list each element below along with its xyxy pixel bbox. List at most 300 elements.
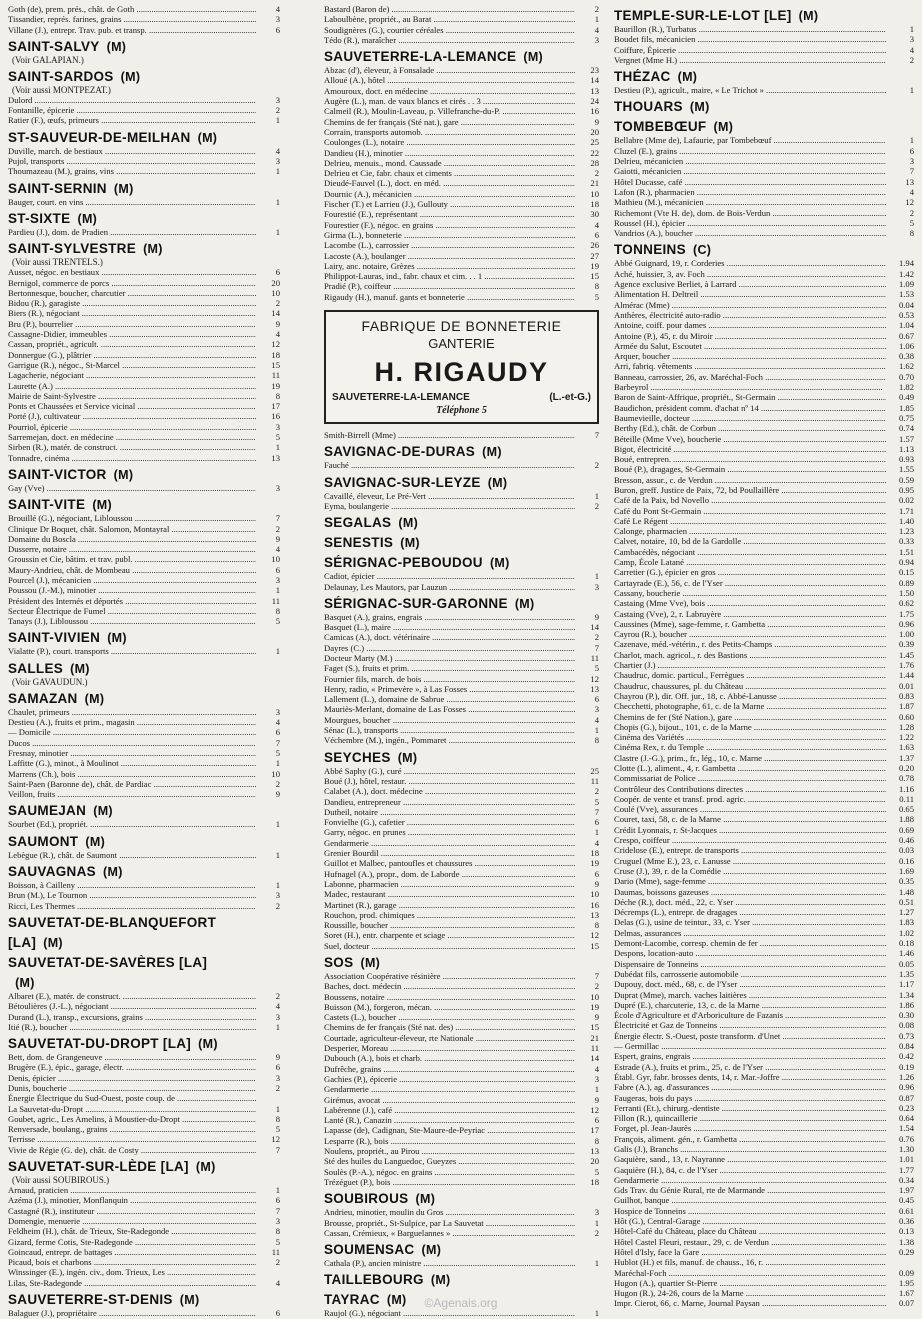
commune-heading xyxy=(8,864,280,880)
directory-entry xyxy=(614,547,914,557)
entry-name: Donnergue (G.), plâtrier ..... xyxy=(8,350,256,360)
entry-name: Feldheim (H.), chât. de Trieux, Ste-Radegonde ..... xyxy=(8,1226,256,1236)
directory-entry xyxy=(8,1185,280,1195)
phone-number: 2 xyxy=(275,1083,280,1093)
ad-line-ganterie: GANTERIE xyxy=(428,336,495,352)
commune-name: SAINT-SERNIN xyxy=(8,180,107,196)
directory-entry xyxy=(8,329,280,339)
directory-entry xyxy=(324,900,599,910)
entry-name: Almérac (Mme) ..... xyxy=(614,300,886,310)
phone-number: 0.45 xyxy=(898,1195,914,1206)
entry-name: Agence exclusive Berliet, à Larrard ..... xyxy=(614,279,886,289)
directory-entry xyxy=(614,609,914,619)
directory-entry xyxy=(324,1064,599,1074)
phone-number: 8 xyxy=(594,281,599,292)
phone-number: 5 xyxy=(594,291,599,302)
directory-entry xyxy=(8,422,280,432)
entry-name: Secteur Électrique de Fumel ..... xyxy=(8,606,256,616)
directory-entry xyxy=(8,267,280,277)
directory-entry xyxy=(614,969,914,979)
directory-entry xyxy=(614,990,914,1000)
phone-number xyxy=(256,1093,280,1103)
entry-name: Fresnay, minotier ..... xyxy=(8,748,256,758)
directory-entry xyxy=(614,814,914,824)
entry-name: Cayrou (R.), boucher ..... xyxy=(614,629,886,639)
directory-entry xyxy=(8,14,280,24)
directory-entry xyxy=(8,850,280,860)
commune-name: SAUVETAT-DE-SAVÈRES [LA] xyxy=(8,954,208,970)
entry-name: Café Le Régent ..... xyxy=(614,516,886,526)
directory-entry xyxy=(324,704,599,714)
phone-number: 4 xyxy=(594,219,599,230)
phone-number: 0.08 xyxy=(898,1020,914,1031)
commune-heading xyxy=(8,661,280,677)
entry-name: Coulé (Vve), assurances ..... xyxy=(614,804,886,814)
directory-entry xyxy=(614,1144,914,1154)
phone-number: 0.65 xyxy=(898,804,914,815)
entry-name: Chaudruc, domic. particul., Ferrègues ..... xyxy=(614,670,886,680)
ad-telephone: Téléphone 5 xyxy=(436,405,487,417)
directory-entry xyxy=(324,817,599,827)
directory-entry xyxy=(614,907,914,917)
entry-name: Cassan, propriét., agricult. ..... xyxy=(8,339,256,349)
entry-name: Durand (L.), transp., excursions, grains ..... xyxy=(8,1012,256,1022)
directory-entry xyxy=(8,707,280,717)
directory-entry xyxy=(614,1226,914,1236)
entry-name: Thoumazeau (M.), grains, vins ..... xyxy=(8,166,256,176)
directory-entry xyxy=(614,279,914,289)
directory-entry xyxy=(324,694,599,704)
phone-number: 8 xyxy=(275,605,280,616)
phone-number: 1 xyxy=(594,725,599,736)
phone-number: 1 xyxy=(275,849,280,860)
entry-name: Cathala (P.), ancien ministre ..... xyxy=(324,1258,575,1268)
phone-number: 10 xyxy=(590,889,599,900)
entry-name: Eyma, boulangerie ..... xyxy=(324,501,575,511)
directory-entry xyxy=(614,269,914,279)
directory-entry xyxy=(614,516,914,526)
phone-number: 8 xyxy=(594,735,599,746)
commune-heading xyxy=(8,241,280,257)
entry-name: — Germillac ..... xyxy=(614,1041,886,1051)
entry-name: Suel, docteur ..... xyxy=(324,941,575,951)
entry-name: Azéma (J.), minotier, Monflanquin ..... xyxy=(8,1195,256,1205)
phone-number: 0.03 xyxy=(898,845,914,856)
phone-number: 1.51 xyxy=(898,546,914,557)
directory-entry xyxy=(324,807,599,817)
directory-entry xyxy=(614,444,914,454)
phone-number: 0.95 xyxy=(898,484,914,495)
directory-entry xyxy=(614,794,914,804)
entry-name: Dandieu (H.), minotier ..... xyxy=(324,148,575,158)
phone-number: 4 xyxy=(275,544,280,555)
phone-number: 6 xyxy=(275,727,280,738)
commune-status-code: (M) xyxy=(523,50,544,65)
column-middle xyxy=(324,4,599,1319)
entry-name: Guilhot, banque ..... xyxy=(614,1195,886,1205)
directory-entry xyxy=(614,1216,914,1226)
entry-name: Fillon (R.), quincaillerie ..... xyxy=(614,1113,886,1123)
directory-entry xyxy=(614,536,914,546)
entry-name: Mourgues, boucher ..... xyxy=(324,715,575,725)
directory-entry xyxy=(614,742,914,752)
phone-number: 6 xyxy=(594,694,599,705)
directory-entry xyxy=(614,258,914,268)
directory-entry xyxy=(614,1154,914,1164)
commune-status-code: (M) xyxy=(386,1293,407,1308)
entry-name: Dusserre, notaire ..... xyxy=(8,544,256,554)
directory-entry xyxy=(614,1268,914,1278)
phone-number: 6 xyxy=(275,1308,280,1319)
phone-number: 0.87 xyxy=(898,1092,914,1103)
entry-name: Véchembre (M.), ingén., Pommaret ..... xyxy=(324,735,575,745)
entry-name: Déche (R.), doct. méd., 22, c. Yser ..... xyxy=(614,897,886,907)
directory-entry xyxy=(8,789,280,799)
commune-status-code: (M) xyxy=(197,130,218,145)
entry-name: Ricci, Les Thermes ..... xyxy=(8,901,256,911)
phone-number: 5 xyxy=(275,1124,280,1135)
commune-heading xyxy=(8,130,280,146)
directory-entry xyxy=(324,65,599,75)
phone-number: 1 xyxy=(594,827,599,838)
entry-name: Faget (S.), fruits et prim. ..... xyxy=(324,663,575,673)
entry-name: Cruse (J.), 39, r. de la Comédie ..... xyxy=(614,866,886,876)
entry-name: Laboulbène, propriét., au Barat ..... xyxy=(324,14,575,24)
phone-number: 19 xyxy=(590,858,599,869)
directory-entry xyxy=(614,1051,914,1061)
directory-entry xyxy=(614,413,914,423)
commune-heading xyxy=(614,8,914,24)
entry-name: Clinique Dr Boquet, chât. Salomon, Montayral ..... xyxy=(8,524,256,534)
phone-number: 2 xyxy=(275,1257,280,1268)
entry-name: Cassany, boucherie ..... xyxy=(614,588,886,598)
entry-name: Forget, pl. Jean-Jaurès ..... xyxy=(614,1123,886,1133)
directory-entry xyxy=(614,146,914,156)
commune-name: SÉRIGNAC-PEBOUDOU xyxy=(324,555,483,571)
entry-name: Béteille (Mme Vve), boucherie ..... xyxy=(614,434,886,444)
phone-number: 5 xyxy=(275,747,280,758)
phone-number: 4 xyxy=(275,717,280,728)
directory-entry xyxy=(614,578,914,588)
directory-entry xyxy=(614,567,914,577)
directory-entry xyxy=(8,391,280,401)
commune-status-code: (M) xyxy=(15,975,35,990)
directory-entry xyxy=(324,735,599,745)
commune-name: SAUVETERRE-LA-LEMANCE xyxy=(324,49,517,65)
phone-number: 4 xyxy=(275,1277,280,1288)
directory-entry xyxy=(8,95,280,105)
directory-entry xyxy=(324,251,599,261)
entry-name: Cambacédès, négociant ..... xyxy=(614,547,886,557)
entry-name: Tanays (J.), Libloussou ..... xyxy=(8,616,256,626)
directory-entry xyxy=(8,308,280,318)
phone-number: 12 xyxy=(271,1134,280,1145)
directory-entry xyxy=(324,715,599,725)
phone-number: 7 xyxy=(275,513,280,524)
directory-entry xyxy=(614,887,914,897)
phone-number: 14 xyxy=(271,308,280,319)
directory-entry xyxy=(8,1206,280,1216)
directory-entry xyxy=(614,1031,914,1041)
phone-number: 6 xyxy=(275,24,280,35)
entry-name: Lesparre (R.), bois ..... xyxy=(324,1136,575,1146)
commune-heading xyxy=(324,750,599,766)
directory-entry xyxy=(8,880,280,890)
entry-name: Martinet (R.), garage ..... xyxy=(324,900,575,910)
phone-number: 0.51 xyxy=(898,896,914,907)
directory-entry xyxy=(614,289,914,299)
directory-entry xyxy=(614,959,914,969)
entry-name: Dunis, boucherie ..... xyxy=(8,1083,256,1093)
entry-name: Dufrêche, grains ..... xyxy=(324,1064,575,1074)
directory-entry xyxy=(324,75,599,85)
directory-entry xyxy=(8,339,280,349)
commune-status-code: (M) xyxy=(107,631,127,646)
phone-number: 21 xyxy=(590,178,599,189)
directory-entry xyxy=(324,889,599,899)
directory-entry xyxy=(614,1072,914,1082)
directory-entry xyxy=(8,411,280,421)
phone-number: 1 xyxy=(594,14,599,25)
entry-name: Chayrou (P.), dir. Off. jur., 18, c. Abbé-Lanusse ..... xyxy=(614,691,886,701)
commune-heading xyxy=(614,69,914,85)
phone-number: 6 xyxy=(275,564,280,575)
phone-number: 0.09 xyxy=(898,1267,914,1278)
phone-number: 1.88 xyxy=(898,814,914,825)
directory-entry xyxy=(8,1124,280,1134)
phone-number: 10 xyxy=(590,991,599,1002)
phone-number: 18 xyxy=(590,848,599,859)
phone-number: 1.16 xyxy=(898,783,914,794)
phone-number: 1 xyxy=(275,166,280,177)
entry-name: Delrieu, mécanicien ..... xyxy=(614,156,886,166)
directory-entry xyxy=(324,582,599,592)
entry-name: Checchetti, photographe, 61, c. de la Marne ..... xyxy=(614,701,886,711)
entry-name: Président des Internés et déportés ..... xyxy=(8,596,256,606)
commune-name: SOS xyxy=(324,955,354,970)
commune-status-code: (M) xyxy=(514,596,535,611)
phone-number: 1.27 xyxy=(898,907,914,918)
directory-entry xyxy=(614,300,914,310)
phone-number: 0.93 xyxy=(898,454,914,465)
phone-number: 5 xyxy=(909,217,914,228)
phone-number: 1.54 xyxy=(898,1123,914,1134)
commune-status-code: (M) xyxy=(397,750,418,765)
entry-name: Cridelose (E.), entrepr. de transports ..... xyxy=(614,845,886,855)
directory-entry xyxy=(324,491,599,501)
advertisement-box xyxy=(324,310,599,424)
phone-number: 13 xyxy=(590,683,599,694)
commune-name: SAINT-VICTOR xyxy=(8,466,107,482)
entry-name: Établ. Gyr, fabr. brosses dents, 14, r. Mar.-Joffre ..... xyxy=(614,1072,886,1082)
phone-number: 1.28 xyxy=(898,721,914,732)
directory-entry xyxy=(324,127,599,137)
entry-name: Dispensaire de Tonneins ..... xyxy=(614,959,886,969)
phone-number: 2 xyxy=(275,990,280,1001)
phone-number: 17 xyxy=(590,1125,599,1136)
entry-name: Gaiotti, mécanicien ..... xyxy=(614,166,886,176)
phone-number: 9 xyxy=(594,1012,599,1023)
directory-entry xyxy=(324,1022,599,1032)
entry-name: Armée du Salut, Escoutet ..... xyxy=(614,341,886,351)
phone-number: 1.37 xyxy=(898,752,914,763)
phone-number: 24 xyxy=(590,96,599,107)
directory-entry xyxy=(324,1258,599,1268)
phone-number: 1.26 xyxy=(898,1071,914,1082)
phone-number: 2 xyxy=(594,786,599,797)
directory-entry xyxy=(614,1195,914,1205)
cross-reference: (Voir aussi SOUBIROUS.) xyxy=(12,1175,110,1186)
phone-number: 6 xyxy=(909,145,914,156)
commune-name: TAYRAC xyxy=(324,1292,380,1308)
commune-status-code: (M) xyxy=(77,211,98,226)
entry-name: Winssinger (E.), ingén. civ., dom. Trieux, Les ..... xyxy=(8,1267,256,1277)
phone-number: 0.67 xyxy=(898,330,914,341)
directory-entry xyxy=(8,1247,280,1257)
directory-entry xyxy=(614,228,914,238)
directory-entry xyxy=(614,1103,914,1113)
commune-status-code: (M) xyxy=(179,1293,200,1308)
entry-name: Baumevieille, docteur ..... xyxy=(614,413,886,423)
directory-entry xyxy=(8,544,280,554)
directory-entry xyxy=(614,1185,914,1195)
phone-number: 0.46 xyxy=(898,835,914,846)
directory-entry xyxy=(614,1165,914,1175)
entry-name: Boussens, notaire ..... xyxy=(324,992,575,1002)
phone-number: 4 xyxy=(275,145,280,156)
entry-name: Goth (de), prem. prés., chât. de Goth ..... xyxy=(8,4,256,14)
directory-entry xyxy=(8,1073,280,1083)
commune-heading xyxy=(8,630,280,646)
entry-name: Café de la Paix, bd Novello ..... xyxy=(614,495,886,505)
directory-entry xyxy=(324,827,599,837)
entry-name: Dubédat fils, carrosserie automobile ..... xyxy=(614,969,886,979)
entry-name: Girémus, avocat ..... xyxy=(324,1095,575,1105)
directory-entry xyxy=(324,869,599,879)
entry-name: Pourcel (J.), mécanicien ..... xyxy=(8,575,256,585)
directory-entry xyxy=(614,197,914,207)
commune-status-code: (M) xyxy=(84,691,105,706)
directory-entry xyxy=(324,1177,599,1187)
phone-number: 13 xyxy=(590,85,599,96)
phone-number: 1.75 xyxy=(898,608,914,619)
directory-entry xyxy=(8,1093,280,1103)
entry-name: Chemins de fer français (Sté nat.), gare ..... xyxy=(324,117,575,127)
directory-entry xyxy=(324,971,599,981)
phone-number: 6 xyxy=(594,1115,599,1126)
entry-name: Delas (G.), usine de teintur., 33, c. Yser ..... xyxy=(614,917,886,927)
phone-number: 2 xyxy=(909,207,914,218)
directory-entry xyxy=(8,1257,280,1267)
entry-name: Raujol (G.), négociant ..... xyxy=(324,1308,575,1318)
phone-number: 1.63 xyxy=(898,742,914,753)
entry-name: Castagné (R.), instituteur ..... xyxy=(8,1206,256,1216)
entry-name: Abbé Saphy (G.), curé ..... xyxy=(324,766,575,776)
entry-name: Richemont (Vte H. de), dom. de Bois-Verdun ..... xyxy=(614,208,886,218)
directory-entry xyxy=(614,55,914,65)
directory-entry xyxy=(614,361,914,371)
directory-entry xyxy=(324,674,599,684)
phone-number: 15 xyxy=(590,1022,599,1033)
directory-entry xyxy=(8,727,280,737)
directory-entry xyxy=(614,45,914,55)
entry-name: Contrôleur des Contributions directes ..... xyxy=(614,784,886,794)
directory-entry xyxy=(8,1062,280,1072)
entry-name: Denis, épicier ..... xyxy=(8,1073,256,1083)
phone-number: 1.95 xyxy=(898,1277,914,1288)
directory-entry xyxy=(614,187,914,197)
phone-number: 3 xyxy=(275,156,280,167)
phone-number: 1.57 xyxy=(898,433,914,444)
entry-name: Poussou (J.-M.), minotier ..... xyxy=(8,585,256,595)
phone-number: 0.30 xyxy=(898,1010,914,1021)
directory-entry xyxy=(8,1012,280,1022)
directory-entry xyxy=(614,773,914,783)
commune-heading xyxy=(8,467,280,483)
entry-name: Espert, grains, engrais ..... xyxy=(614,1051,886,1061)
commune-status-code: (M) xyxy=(415,1192,436,1207)
entry-name: Villane (J.), entrepr. Trav. pub. et transp. ..... xyxy=(8,25,256,35)
entry-name: Courtade, agriculteur-éleveur, rte Nationale ..... xyxy=(324,1033,575,1043)
entry-name: Fonvielhe (G.), cafetier ..... xyxy=(324,817,575,827)
phone-number: 3 xyxy=(275,890,280,901)
entry-name: Baron de Saint-Affrique, propriét., St-Germain ..... xyxy=(614,392,886,402)
phone-number: 0.76 xyxy=(898,1133,914,1144)
phone-number: 8 xyxy=(594,920,599,931)
phone-number: 16 xyxy=(590,899,599,910)
commune-name: TONNEINS xyxy=(614,242,686,258)
directory-entry xyxy=(324,725,599,735)
phone-number: 0.73 xyxy=(898,1030,914,1041)
entry-name: Cazenave, méd.-vétérin., r. des Petits-Champs ..... xyxy=(614,639,886,649)
phone-number: 2 xyxy=(594,1227,599,1238)
directory-entry xyxy=(8,901,280,911)
phone-number: 3 xyxy=(275,574,280,585)
entry-name: Demont-Lacombe, corresp. chemin de fer ..... xyxy=(614,938,886,948)
entry-name: Gizard, ferme Cotis, Ste-Radegonde ..... xyxy=(8,1237,256,1247)
phone-number: 2 xyxy=(594,500,599,511)
entry-name: Cassagne-Didier, immeubles ..... xyxy=(8,329,256,339)
entry-name: Chaudruc, chaussures, pl. du Château ..... xyxy=(614,681,886,691)
entry-name: Chaulet, primeurs ..... xyxy=(8,707,256,717)
directory-entry xyxy=(324,981,599,991)
entry-name: Bastard (Baron de) ..... xyxy=(324,4,575,14)
phone-number: 3 xyxy=(594,704,599,715)
entry-name: Basquet (A.), grains, engrais ..... xyxy=(324,612,575,622)
phone-number: 10 xyxy=(271,554,280,565)
commune-heading xyxy=(324,1242,599,1258)
directory-entry xyxy=(614,1123,914,1133)
phone-number: 11 xyxy=(590,652,599,663)
phone-number: 12 xyxy=(590,930,599,941)
entry-name: Gendarmerie ..... xyxy=(324,1084,575,1094)
directory-entry xyxy=(614,24,914,34)
phone-number: 1 xyxy=(275,1103,280,1114)
directory-entry xyxy=(614,660,914,670)
directory-entry xyxy=(324,501,599,511)
phone-number: 0.19 xyxy=(898,1061,914,1072)
phone-number: 15 xyxy=(590,271,599,282)
directory-entry xyxy=(614,825,914,835)
directory-entry xyxy=(324,240,599,250)
directory-entry xyxy=(614,392,914,402)
commune-name: SAINT-SARDOS xyxy=(8,68,114,84)
directory-entry xyxy=(324,879,599,889)
phone-number: 1 xyxy=(909,85,914,96)
directory-entry xyxy=(324,684,599,694)
directory-entry xyxy=(614,1020,914,1030)
entry-name: Sarremejan, doct. en médecine ..... xyxy=(8,432,256,442)
